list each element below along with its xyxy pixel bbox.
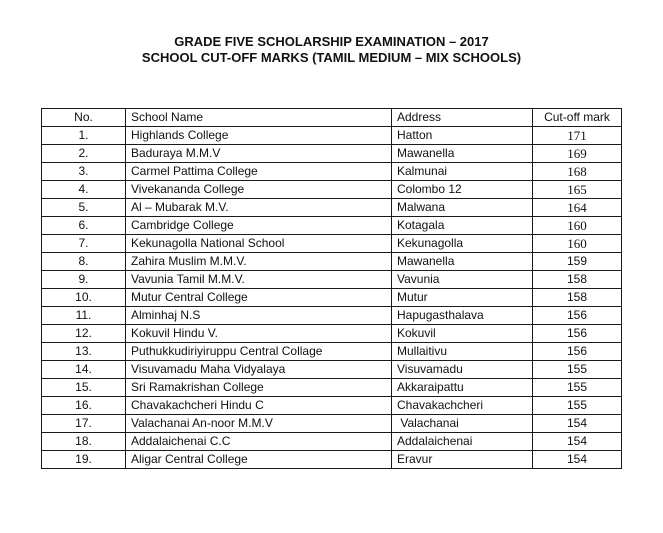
school-name: Visuvamadu Maha Vidyalaya <box>126 361 392 379</box>
table-row <box>42 127 622 145</box>
school-address: Kekunagolla <box>392 235 533 253</box>
school-address: Mutur <box>392 289 533 307</box>
school-address: Mawanella <box>392 253 533 271</box>
school-address: Kalmunai <box>392 163 533 181</box>
school-name: Al – Mubarak M.V. <box>126 199 392 217</box>
cutoff-mark: 156 <box>533 307 622 325</box>
table-row <box>42 343 622 361</box>
table-row <box>42 181 622 199</box>
school-name: Kokuvil Hindu V. <box>126 325 392 343</box>
row-number: 2. <box>42 145 126 163</box>
school-address: Eravur <box>392 451 533 469</box>
cutoff-mark: 164 <box>533 199 622 217</box>
school-name: Baduraya M.M.V <box>126 145 392 163</box>
table-row <box>42 325 622 343</box>
school-name: Aligar Central College <box>126 451 392 469</box>
school-address: Mawanella <box>392 145 533 163</box>
table-row <box>42 397 622 415</box>
table-row <box>42 451 622 469</box>
table-row <box>42 217 622 235</box>
row-number: 5. <box>42 199 126 217</box>
table-row <box>42 163 622 181</box>
cutoff-mark: 155 <box>533 361 622 379</box>
cutoff-mark: 154 <box>533 415 622 433</box>
cutoff-mark: 160 <box>533 217 622 235</box>
row-number: 7. <box>42 235 126 253</box>
cutoff-mark: 168 <box>533 163 622 181</box>
table-row <box>42 433 622 451</box>
cutoff-mark: 155 <box>533 379 622 397</box>
school-address: Colombo 12 <box>392 181 533 199</box>
cutoff-mark: 154 <box>533 451 622 469</box>
school-name: Highlands College <box>126 127 392 145</box>
table-row <box>42 145 622 163</box>
row-number: 1. <box>42 127 126 145</box>
row-number: 17. <box>42 415 126 433</box>
column-header-address: Address <box>392 109 533 127</box>
row-number: 9. <box>42 271 126 289</box>
school-name: Cambridge College <box>126 217 392 235</box>
row-number: 18. <box>42 433 126 451</box>
row-number: 4. <box>42 181 126 199</box>
school-name: Valachanai An-noor M.M.V <box>126 415 392 433</box>
school-name: Addalaichenai C.C <box>126 433 392 451</box>
school-name: Carmel Pattima College <box>126 163 392 181</box>
school-address: Valachanai <box>392 415 533 433</box>
row-number: 14. <box>42 361 126 379</box>
school-address: Vavunia <box>392 271 533 289</box>
school-address: Hapugasthalava <box>392 307 533 325</box>
school-address: Hatton <box>392 127 533 145</box>
cutoff-mark: 156 <box>533 343 622 361</box>
column-header-no: No. <box>42 109 126 127</box>
row-number: 16. <box>42 397 126 415</box>
cutoff-mark: 160 <box>533 235 622 253</box>
table-row <box>42 235 622 253</box>
column-header-cutoff-mark: Cut-off mark <box>533 109 622 127</box>
table-row <box>42 361 622 379</box>
column-header-school-name: School Name <box>126 109 392 127</box>
table-row <box>42 379 622 397</box>
school-address: Kokuvil <box>392 325 533 343</box>
table-header-row <box>42 109 622 127</box>
cutoff-mark: 158 <box>533 271 622 289</box>
cutoff-mark: 156 <box>533 325 622 343</box>
cutoff-mark: 169 <box>533 145 622 163</box>
school-name: Vavunia Tamil M.M.V. <box>126 271 392 289</box>
row-number: 12. <box>42 325 126 343</box>
cutoff-mark: 159 <box>533 253 622 271</box>
table-row <box>42 253 622 271</box>
document-title: GRADE FIVE SCHOLARSHIP EXAMINATION – 2017 <box>174 34 489 49</box>
school-address: Visuvamadu <box>392 361 533 379</box>
school-name: Kekunagolla National School <box>126 235 392 253</box>
cutoff-mark: 158 <box>533 289 622 307</box>
row-number: 13. <box>42 343 126 361</box>
table-row <box>42 271 622 289</box>
school-name: Zahira Muslim M.M.V. <box>126 253 392 271</box>
school-name: Vivekananda College <box>126 181 392 199</box>
row-number: 15. <box>42 379 126 397</box>
row-number: 11. <box>42 307 126 325</box>
row-number: 3. <box>42 163 126 181</box>
cutoff-mark: 155 <box>533 397 622 415</box>
table-row <box>42 307 622 325</box>
school-address: Akkaraipattu <box>392 379 533 397</box>
row-number: 6. <box>42 217 126 235</box>
table-row <box>42 199 622 217</box>
document-subtitle: SCHOOL CUT-OFF MARKS (TAMIL MEDIUM – MIX SCHOOLS) <box>141 50 522 65</box>
cutoff-mark: 165 <box>533 181 622 199</box>
row-number: 10. <box>42 289 126 307</box>
school-address: Mullaitivu <box>392 343 533 361</box>
school-name: Alminhaj N.S <box>126 307 392 325</box>
cutoff-mark: 154 <box>533 433 622 451</box>
row-number: 19. <box>42 451 126 469</box>
school-name: Sri Ramakrishan College <box>126 379 392 397</box>
school-address: Addalaichenai <box>392 433 533 451</box>
school-name: Mutur Central College <box>126 289 392 307</box>
school-name: Chavakachcheri Hindu C <box>126 397 392 415</box>
school-address: Malwana <box>392 199 533 217</box>
table-row <box>42 289 622 307</box>
table-row <box>42 415 622 433</box>
row-number: 8. <box>42 253 126 271</box>
cutoff-mark: 171 <box>533 127 622 145</box>
cutoff-marks-table <box>41 108 622 469</box>
school-name: Puthukkudiriyiruppu Central Collage <box>126 343 392 361</box>
school-address: Chavakachcheri <box>392 397 533 415</box>
school-address: Kotagala <box>392 217 533 235</box>
